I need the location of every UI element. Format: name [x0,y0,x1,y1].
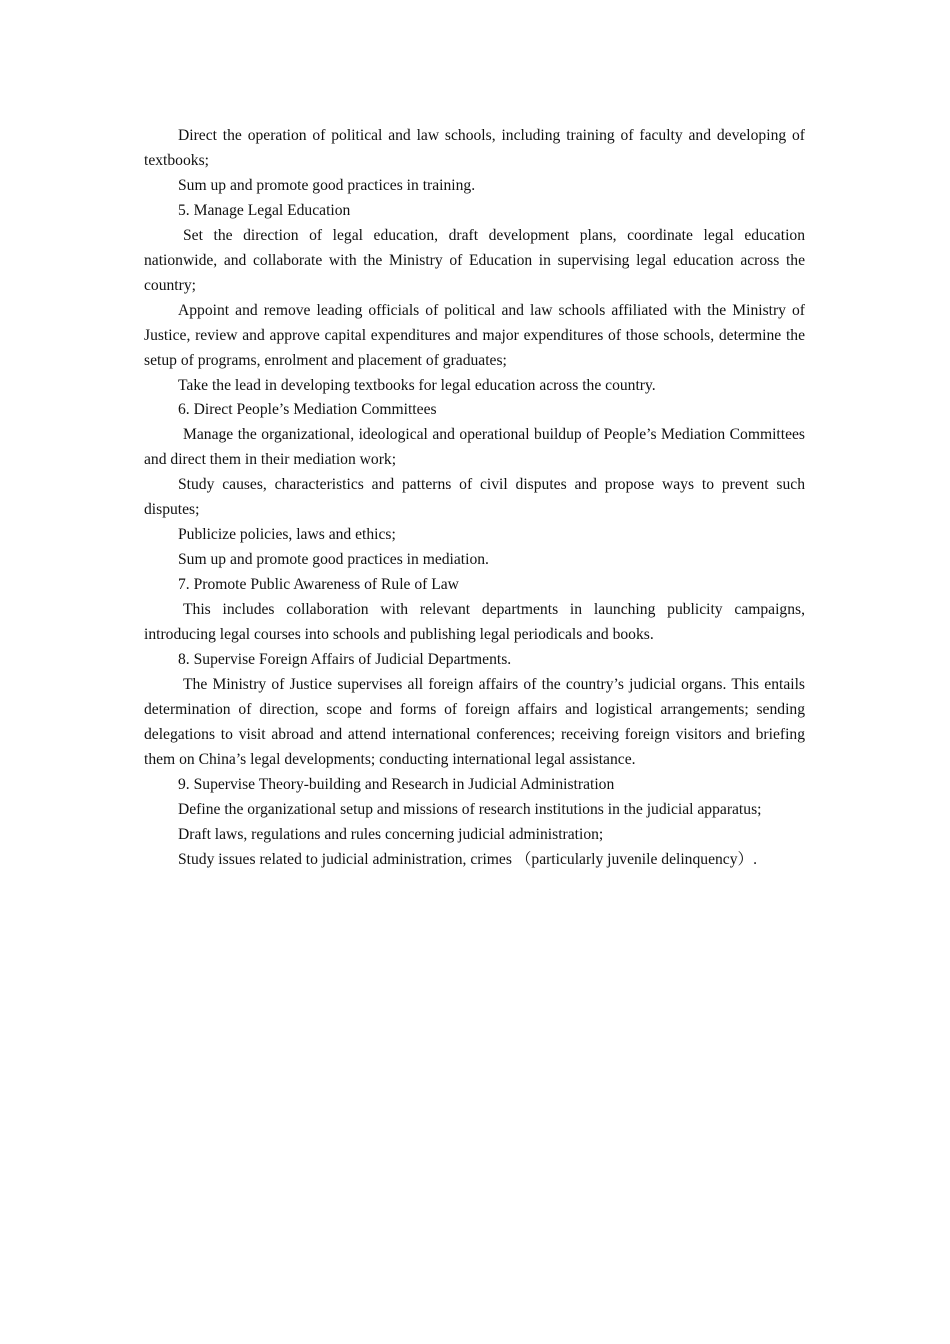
paragraph: Direct the operation of political and law schools, including training of faculty and developing of textbooks; [144,127,805,169]
paragraph: Define the organizational setup and missions of research institutions in the judicial apparatus; [178,800,762,818]
paragraph: Appoint and remove leading officials of political and law schools affiliated with the Ministry of Justice, review and approve capital expenditures and major expenditures of those schools, determine the setup of programs, enrolment and placement of graduates; [144,301,805,369]
section-heading: 6. Direct People’s Mediation Committees [178,401,437,419]
section-heading: 5. Manage Legal Education [178,201,351,219]
paragraph: Draft laws, regulations and rules concerning judicial administration; [178,825,604,843]
paragraph: Study issues related to judicial administration, crimes （particularly juvenile delinquency）. [178,850,757,868]
paragraph: Set the direction of legal education, draft development plans, coordinate legal education nationwide, and collaborate with the Ministry of Education in supervising legal education across the country; [144,226,805,294]
paragraph: Sum up and promote good practices in training. [178,176,476,194]
section-heading: 8. Supervise Foreign Affairs of Judicial Departments. [178,651,512,669]
paragraph: Publicize policies, laws and ethics; [178,526,396,544]
section-heading: 7. Promote Public Awareness of Rule of Law [178,576,459,594]
paragraph: Take the lead in developing textbooks for legal education across the country. [178,376,656,394]
paragraph: Manage the organizational, ideological and operational buildup of People’s Mediation Committees and direct them in their mediation work; [144,426,805,469]
paragraph: Study causes, characteristics and patterns of civil disputes and propose ways to prevent such disputes; [144,476,805,519]
paragraph: Sum up and promote good practices in mediation. [178,551,489,569]
section-heading: 9. Supervise Theory-building and Research in Judicial Administration [178,775,615,793]
paragraph: This includes collaboration with relevant departments in launching publicity campaigns, introducing legal courses into schools and publishing legal periodicals and books. [144,601,805,644]
paragraph: The Ministry of Justice supervises all foreign affairs of the country’s judicial organs. This entails determination of direction, scope and forms of foreign affairs and logistical arrangements; sending delegations to visit abroad and attend international conferences; receiving foreign visitors and briefing them on China’s legal developments; conducting international legal assistance. [144,675,805,768]
document-body [144,124,805,873]
